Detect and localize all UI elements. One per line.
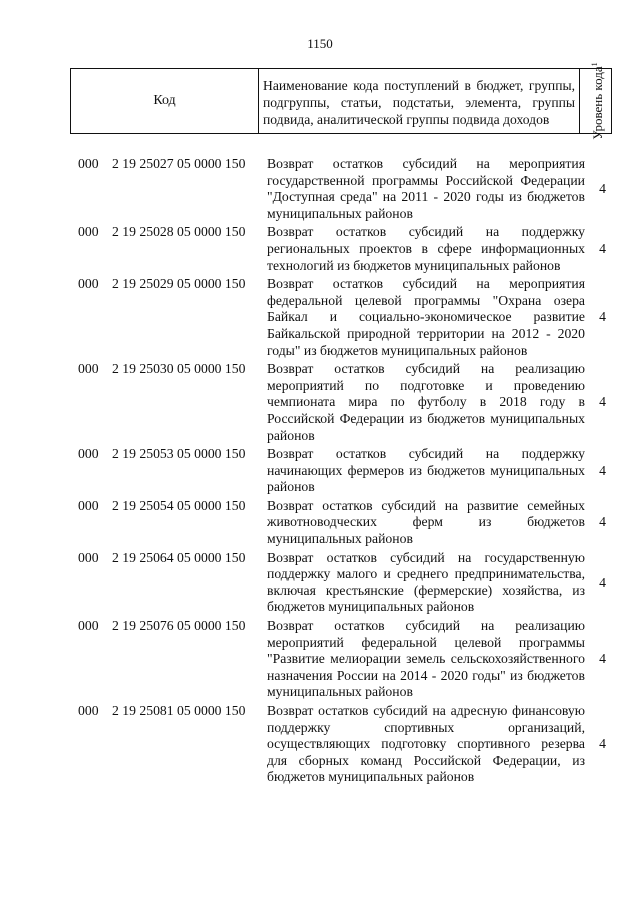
header-level-cell — [580, 62, 612, 140]
income-code: 2 19 25054 05 0000 150 — [112, 497, 246, 513]
income-name: Возврат остатков субсидий на государственную поддержку малого и среднего предпринимательства, включая крестьянские (фермерские) хозяйства, из бюджетов муниципальных районов — [267, 549, 585, 615]
income-code: 2 19 25081 05 0000 150 — [112, 703, 246, 718]
admin-code: 000 — [78, 549, 99, 565]
income-code: 2 19 25030 05 0000 150 — [112, 361, 246, 377]
admin-code: 000 — [78, 703, 99, 718]
code-level: 4 — [599, 651, 606, 667]
table-row — [78, 446, 618, 496]
table-row — [78, 156, 618, 222]
income-name: Возврат остатков субсидий на поддержку начинающих фермеров из бюджетов муниципальных районов — [267, 446, 585, 495]
income-code: 2 19 25053 05 0000 150 — [112, 446, 246, 462]
admin-code: 000 — [78, 276, 99, 292]
income-name: Возврат остатков субсидий на поддержку региональных проектов в сфере информационных технологий из бюджетов муниципальных районов — [267, 224, 585, 273]
table-row — [78, 703, 618, 786]
header-name-cell: Наименование кода поступлений в бюджет, группы, подгруппы, статьи, подстатьи, элемента, группы подвида, аналитической группы подвида доходов — [259, 69, 580, 134]
admin-code: 000 — [78, 446, 99, 462]
table-header — [70, 62, 612, 140]
admin-code: 000 — [78, 361, 99, 377]
income-code: 2 19 25027 05 0000 150 — [112, 156, 246, 171]
income-code-list — [78, 156, 618, 786]
header-level-text: Уровень кода — [589, 66, 605, 140]
income-code: 2 19 25029 05 0000 150 — [112, 276, 246, 292]
income-name: Возврат остатков субсидий на мероприятия государственной программы Российской Федерации "Доступная среда" на 2011 - 2020 годы из бюджетов муниципальных районов — [267, 156, 585, 221]
admin-code: 000 — [78, 618, 99, 634]
income-name: Возврат остатков субсидий на реализацию мероприятий федеральной целевой программы "Развитие мелиорации земель сельскохозяйственного назначения России на 2014 - 2020 годы" из бюджетов муниципальных районов — [267, 618, 585, 700]
header-code-cell: Код — [71, 69, 259, 134]
page-number: 1150 — [307, 36, 333, 51]
income-name: Возврат остатков субсидий на мероприятия федеральной целевой программы "Охрана озера Байкал и социально-экономическое развитие Байкальской природной территории на 2012 - 2020 годы" из бюджетов муниципальных районов — [267, 276, 585, 358]
code-level: 4 — [599, 309, 606, 325]
code-level: 4 — [599, 394, 606, 410]
code-level: 4 — [599, 462, 606, 478]
income-code: 2 19 25076 05 0000 150 — [112, 618, 246, 634]
income-code: 2 19 25064 05 0000 150 — [112, 549, 246, 565]
admin-code: 000 — [78, 156, 99, 171]
table-row — [78, 618, 618, 701]
table-row — [78, 361, 618, 444]
table-row — [78, 224, 618, 274]
table-row — [78, 498, 618, 548]
header-level-footnote: 1 — [589, 62, 599, 67]
table-row — [78, 550, 618, 616]
code-level: 4 — [599, 574, 606, 590]
income-name: Возврат остатков субсидий на развитие семейных животноводческих ферм из бюджетов муниципальных районов — [267, 497, 585, 547]
income-code: 2 19 25028 05 0000 150 — [112, 224, 246, 240]
header-level-label — [587, 62, 603, 139]
income-name: Возврат остатков субсидий на адресную финансовую поддержку спортивных организаций, осуществляющих подготовку спортивного резерва для сборных команд Российской Федерации, из бюджетов муниципальных районов — [267, 703, 585, 785]
code-level: 4 — [599, 514, 606, 530]
income-name: Возврат остатков субсидий на реализацию мероприятий по подготовке и проведению чемпионата мира по футболу в 2018 году в Российской Федерации из бюджетов муниципальных районов — [267, 361, 585, 443]
admin-code: 000 — [78, 224, 99, 240]
code-level: 4 — [599, 180, 606, 196]
code-level: 4 — [599, 736, 606, 752]
table-row — [78, 276, 618, 359]
admin-code: 000 — [78, 497, 99, 513]
code-level: 4 — [599, 240, 606, 256]
